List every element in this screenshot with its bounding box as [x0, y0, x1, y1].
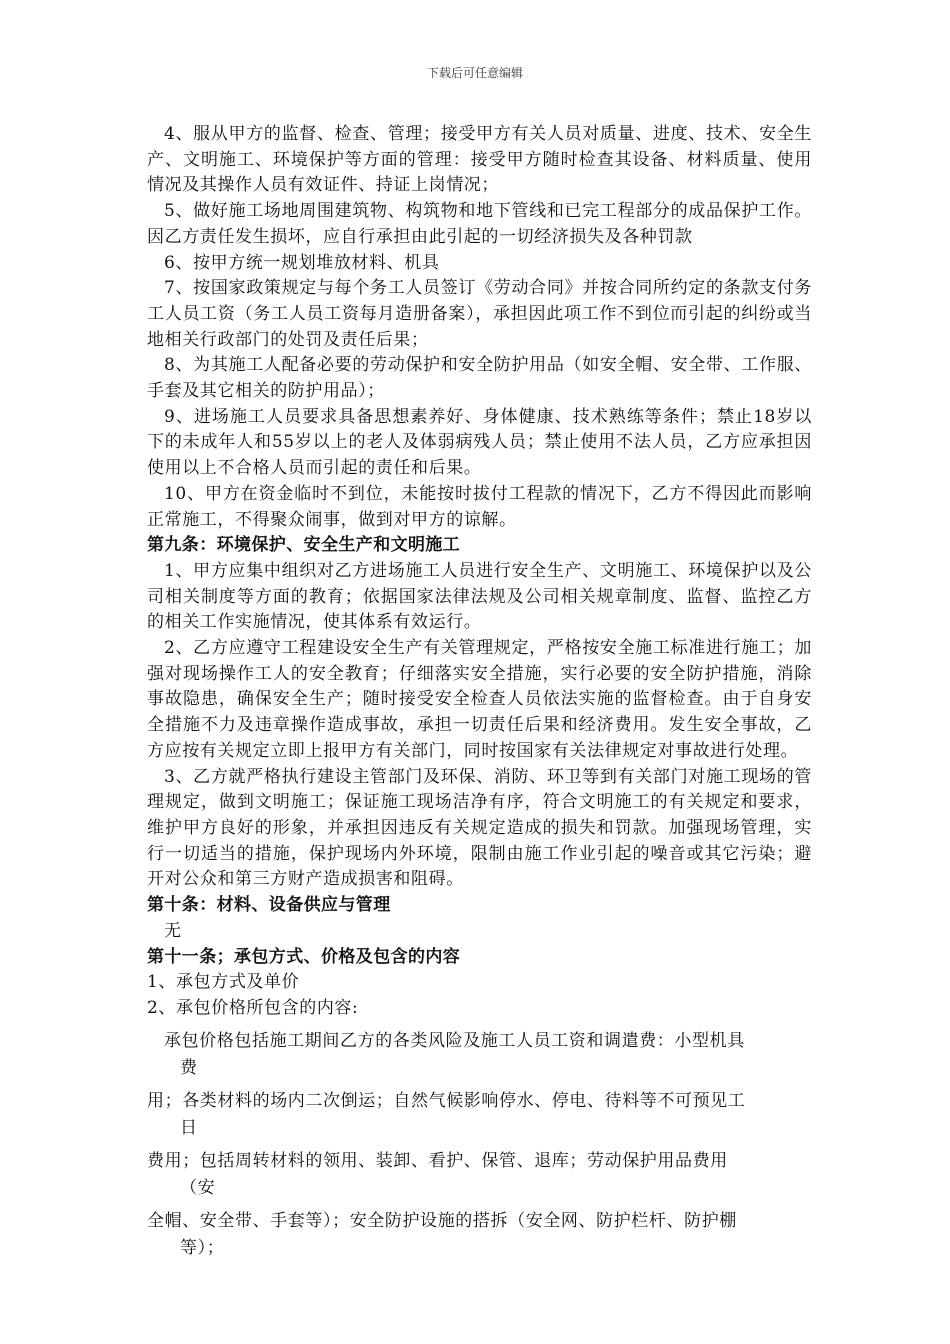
paragraph-item-6: 6、按甲方统一规划堆放材料、机具	[164, 252, 440, 273]
paragraph-item-9: 9、进场施工人员要求具备思想素养好、身体健康、技术熟练等条件；禁止18岁以下的未成年人和55岁以上的老人及体弱病残人员；禁止使用不法人员，乙方应承担因使用以上不合格人员而引起的责任和后果。	[147, 406, 812, 479]
section-heading-11: 第十一条；承包方式、价格及包含的内容	[147, 946, 461, 967]
paragraph-item-5: 5、做好施工场地周围建筑物、构筑物和地下管线和已完工程部分的成品保护工作。因乙方责任发生损坏，应自行承担由此引起的一切经济损失及各种罚款	[147, 201, 812, 247]
paragraph-item-7: 7、按国家政策规定与每个务工人员签订《劳动合同》并按合同所约定的条款支付务工人员工资（务工人员工资每月造册备案），承担因此项工作不到位而引起的纠纷或当地相关行政部门的处罚及责任后果；	[147, 278, 812, 350]
section11-item-1: 1、承包方式及单价	[147, 972, 300, 993]
section11-item-2: 2、承包价格所包含的内容:	[147, 997, 359, 1018]
page-header: 下载后可任意编辑	[426, 66, 523, 80]
section-heading-10: 第十条：材料、设备供应与管理	[147, 895, 391, 916]
section10-content: 无	[164, 920, 182, 941]
price-line-2: 用；各类材料的场内二次倒运；自然气候影响停水、停电、待料等不可预见工	[147, 1090, 746, 1111]
section-heading-9: 第九条：环境保护、安全生产和文明施工	[147, 535, 461, 556]
paragraph-item-8: 8、为其施工人配备必要的劳动保护和安全防护用品（如安全帽、安全带、工作服、手套及其它相关的防护用品）；	[147, 355, 812, 402]
section9-item-2: 2、乙方应遵守工程建设安全生产有关管理规定，严格按安全施工标准进行施工；加强对现场操作工人的安全教育；仔细落实安全措施，实行必要的安全防护措施，消除事故隐患，确保安全生产；随时接受安全检查人员依法实施的监督检查。由于自身安全措施不力及违章操作造成事故，承担一切责任后果和经济费用。发生安全事故，乙方应按有关规定立即上报甲方有关部门，同时按国家有关法律规定对事故进行处理。	[147, 638, 812, 761]
price-line-4: 全帽、安全带、手套等）；安全防护设施的搭拆（安全网、防护栏杆、防护棚	[147, 1210, 737, 1231]
paragraph-item-4: 4、服从甲方的监督、检查、管理；接受甲方有关人员对质量、进度、技术、安全生产、文明施工、环境保护等方面的管理：接受甲方随时检查其设备、材料质量、使用情况及其操作人员有效证件、持证上岗情况；	[147, 124, 812, 196]
price-line-4-wrap: 等）；	[180, 1237, 225, 1258]
section9-item-3: 3、乙方就严格执行建设主管部门及环保、消防、环卫等到有关部门对施工现场的管理规定，做到文明施工；保证施工现场洁净有序，符合文明施工的有关规定和要求，维护甲方良好的形象，并承担因违反有关规定造成的损失和罚款。加强现场管理，实行一切适当的措施，保护现场内外环境，限制由施工作业引起的噪音或其它污染；避开对公众和第三方财产造成损害和阻碍。	[147, 766, 812, 890]
price-line-1: 承包价格包括施工期间乙方的各类风险及施工人员工资和调遣费：小型机具	[164, 1030, 745, 1051]
price-line-1-wrap: 费	[180, 1057, 198, 1078]
price-line-3: 费用；包括周转材料的领用、装卸、看护、保管、退库；劳动保护用品费用	[147, 1150, 728, 1171]
price-line-2-wrap: 日	[180, 1117, 198, 1138]
section9-item-1: 1、甲方应集中组织对乙方进场施工人员进行安全生产、文明施工、环境保护以及公司相关制度等方面的教育；依据国家法律法规及公司相关规章制度、监督、监控乙方的相关工作实施情况，使其体系有效运行。	[147, 560, 812, 633]
paragraph-item-10: 10、甲方在资金临时不到位，未能按时拔付工程款的情况下，乙方不得因此而影响正常施工，不得聚众闹事，做到对甲方的谅解。	[147, 483, 812, 530]
document-body	[147, 122, 812, 1262]
price-line-3-wrap: （安	[180, 1177, 216, 1198]
